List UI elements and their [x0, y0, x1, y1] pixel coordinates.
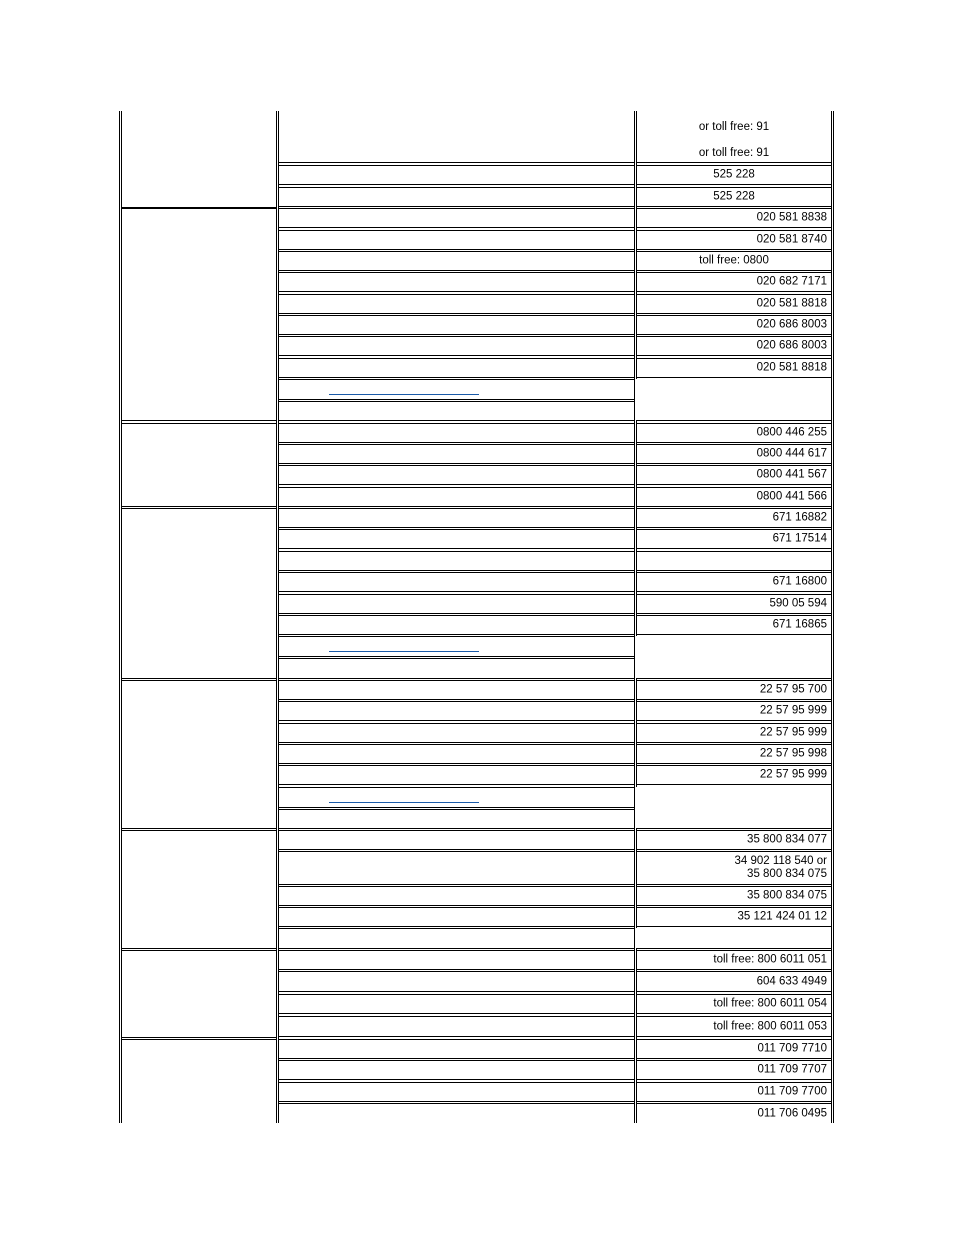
service-cell — [278, 251, 635, 271]
service-cell — [278, 358, 635, 378]
phone-number: toll free: 800 6011 053 — [713, 1020, 827, 1032]
phone-cell — [636, 994, 832, 1014]
country-cell — [121, 111, 277, 208]
service-cell — [278, 551, 635, 571]
phone-cell — [636, 701, 832, 721]
phone-cell — [636, 615, 832, 635]
email-cell — [278, 658, 635, 679]
phone-number: 671 16865 — [772, 618, 827, 631]
phone-cell — [636, 851, 832, 885]
phone-number: 011 709 7700 — [757, 1085, 827, 1098]
phone-number: toll free: 800 6011 051 — [713, 953, 827, 966]
table-left-border — [119, 111, 120, 1123]
phone-number: 020 682 7171 — [756, 275, 827, 288]
service-cell — [278, 508, 635, 528]
service-cell — [278, 230, 635, 250]
phone-cell — [636, 251, 832, 271]
website-link[interactable] — [329, 651, 479, 652]
phone-number: 0800 444 617 — [756, 447, 827, 460]
phone-number: 020 581 8818 — [756, 297, 827, 310]
service-cell — [278, 701, 635, 721]
phone-cell-empty — [636, 379, 832, 421]
country-cell — [121, 508, 277, 679]
service-cell — [278, 680, 635, 700]
email-cell — [278, 809, 635, 829]
phone-cell — [636, 723, 832, 743]
service-cell — [278, 950, 635, 970]
country-cell — [121, 680, 277, 829]
phone-cell — [636, 230, 832, 250]
phone-number: 35 121 424 01 12 — [737, 910, 827, 923]
phone-cell — [636, 336, 832, 356]
phone-number: 020 686 8003 — [756, 339, 827, 352]
email-cell — [278, 401, 635, 421]
country-cell — [121, 950, 277, 1038]
service-cell — [278, 187, 635, 207]
phone-number: or toll free: 91 — [698, 147, 770, 159]
phone-number: 604 633 4949 — [756, 975, 827, 987]
service-cell — [278, 830, 635, 850]
website-cell — [278, 787, 635, 808]
phone-cell-empty — [636, 636, 832, 679]
service-cell — [278, 723, 635, 743]
service-cell — [278, 615, 635, 635]
phone-cell — [636, 886, 832, 906]
phone-number: 525 228 — [713, 190, 755, 203]
phone-number: 590 05 594 — [769, 597, 827, 610]
phone-cell — [636, 765, 832, 785]
service-cell — [278, 272, 635, 292]
service-cell — [278, 423, 635, 443]
phone-number: 671 17514 — [772, 532, 827, 545]
phone-number: 011 706 0495 — [757, 1107, 827, 1119]
phone-number: 35 800 834 075 — [747, 889, 827, 902]
website-link[interactable] — [329, 394, 479, 395]
service-cell — [278, 572, 635, 592]
phone-cell — [636, 971, 832, 992]
website-cell — [278, 636, 635, 657]
phone-cell — [636, 572, 832, 592]
service-cell — [278, 315, 635, 335]
service-cell — [278, 907, 635, 927]
phone-cell-empty — [636, 787, 832, 829]
service-cell — [278, 994, 635, 1014]
service-cell — [278, 744, 635, 764]
phone-cell — [636, 1016, 832, 1037]
phone-cell — [636, 529, 832, 549]
country-cell — [121, 423, 277, 507]
phone-cell — [636, 165, 832, 185]
phone-cell — [636, 358, 832, 378]
service-cell — [278, 294, 635, 314]
phone-cell — [636, 1082, 832, 1102]
phone-number: 671 16800 — [772, 575, 827, 588]
phone-number: 34 902 118 540 or — [734, 855, 827, 867]
phone-number: 020 581 8838 — [756, 211, 827, 224]
phone-number: 35 800 834 075 — [747, 868, 827, 880]
phone-cell — [636, 680, 832, 700]
phone-cell — [636, 551, 832, 571]
phone-cell — [636, 208, 832, 228]
phone-cell — [636, 744, 832, 764]
phone-cell — [636, 187, 832, 207]
phone-number: or toll free: 91 — [698, 121, 770, 133]
service-cell — [278, 1060, 635, 1080]
phone-cell — [636, 907, 832, 927]
phone-cell — [636, 111, 832, 163]
phone-cell — [636, 294, 832, 314]
phone-number: 0800 441 566 — [756, 490, 827, 503]
service-cell — [278, 529, 635, 549]
phone-number-multiline — [734, 855, 827, 881]
service-cell — [278, 886, 635, 906]
phone-cell — [636, 508, 832, 528]
phone-cell — [636, 487, 832, 507]
phone-cell — [636, 423, 832, 443]
phone-number: toll free: 0800 — [699, 254, 769, 267]
phone-number: 22 57 95 999 — [759, 726, 827, 739]
phone-number: toll free: 800 6011 054 — [713, 997, 827, 1010]
phone-cell — [636, 830, 832, 850]
phone-cell — [636, 1039, 832, 1059]
phone-cell — [636, 315, 832, 335]
phone-cell — [636, 594, 832, 614]
service-cell — [278, 165, 635, 185]
phone-cell — [636, 1103, 832, 1123]
phone-number: 35 800 834 077 — [747, 833, 827, 846]
website-link[interactable] — [329, 802, 479, 803]
service-cell — [278, 487, 635, 507]
phone-number: 525 228 — [713, 168, 755, 181]
phone-number: 22 57 95 999 — [759, 704, 827, 717]
service-cell — [278, 444, 635, 464]
phone-cell — [636, 444, 832, 464]
phone-cell — [636, 272, 832, 292]
phone-cell — [636, 1060, 832, 1080]
phone-cell — [636, 950, 832, 970]
service-cell — [278, 1016, 635, 1037]
phone-number: 0800 441 567 — [756, 468, 827, 481]
service-cell — [278, 336, 635, 356]
country-cell — [121, 830, 277, 949]
phone-number: 671 16882 — [772, 511, 827, 524]
phone-number: 0800 446 255 — [756, 426, 827, 439]
phone-cell-empty — [636, 928, 832, 949]
website-cell — [278, 379, 635, 400]
service-cell — [278, 208, 635, 228]
country-cell — [121, 208, 277, 421]
service-cell — [278, 465, 635, 485]
country-cell — [121, 1039, 277, 1123]
phone-number: 011 709 7707 — [757, 1063, 827, 1076]
service-cell — [278, 111, 635, 163]
phone-number: 22 57 95 998 — [759, 747, 827, 760]
table-right-border-outer — [833, 111, 834, 1123]
phone-number: 020 686 8003 — [756, 318, 827, 331]
service-cell — [278, 765, 635, 785]
phone-cell — [636, 465, 832, 485]
phone-number: 22 57 95 999 — [759, 768, 827, 781]
service-cell — [278, 851, 635, 885]
service-cell — [278, 1103, 635, 1123]
service-cell — [278, 1039, 635, 1059]
phone-number: 020 581 8818 — [756, 361, 827, 374]
phone-number: 22 57 95 700 — [759, 683, 827, 696]
service-cell — [278, 1082, 635, 1102]
phone-number: 020 581 8740 — [756, 233, 827, 246]
phone-number: 011 709 7710 — [757, 1042, 827, 1055]
service-cell — [278, 971, 635, 992]
service-cell — [278, 928, 635, 949]
service-cell — [278, 594, 635, 614]
